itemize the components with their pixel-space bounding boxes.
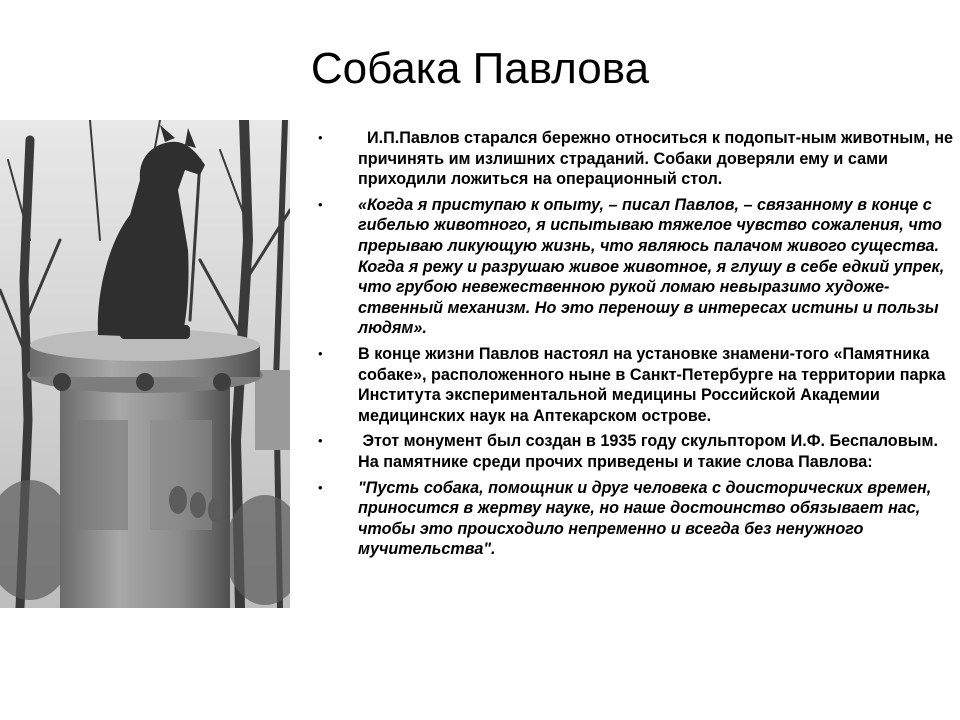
bullet-marker: •	[318, 479, 323, 495]
bullet-list	[318, 128, 958, 560]
bullet-item-3	[318, 344, 954, 426]
slide-title: Собака Павлова	[310, 44, 650, 93]
bullet-text: Этот монумент был создан в 1935 году скульптором И.Ф. Беспаловым. На памятнике среди прочих приведены и такие слова Павлова:	[358, 432, 943, 471]
bullet-item-2	[318, 195, 954, 339]
bullet-item-1	[318, 128, 958, 190]
bullet-item-5	[318, 478, 954, 560]
bullet-marker: •	[318, 345, 323, 361]
bullet-text: "Пусть собака, помощник и друг человека с доисторических времен, приносится в жертву науке, но наше достоинство обязывает нас, чтобы это происходило непременно и всегда без ненужного мучительства".	[358, 478, 936, 559]
bullet-text: И.П.Павлов старался бережно относиться к подопыт-ным животным, не причинять им излишних страданий. Собаки доверяли ему и сами приходили ложиться на операционный стол.	[358, 129, 958, 189]
bullet-marker: •	[318, 196, 323, 212]
bullet-item-4	[318, 431, 954, 472]
bullet-content	[318, 128, 958, 565]
bullet-text: В конце жизни Павлов настоял на установке знамени-того «Памятника собаке», расположенного ныне в Санкт-Петербурге на территории парка Института экспериментальной медицины Российской Академии медицинских наук на Аптекарском острове.	[358, 344, 946, 425]
bullet-marker: •	[318, 130, 323, 145]
bullet-marker: •	[318, 433, 323, 449]
bullet-text: «Когда я приступаю к опыту, – писал Павлов, – связанному в конце с гибелью животного, я испытываю тяжелое чувство сожаления, что прерываю ликующую жизнь, что являюсь палачом живого существа. Когда я режу и разрушаю живое животное, я глушу в себе едкий упрек, что грубою невежественною рукой ломаю невыразимо художе-ственный механизм. Но это переношу в интересах истины и пользы людям».	[358, 195, 945, 338]
dog-monument-photo	[0, 120, 290, 608]
